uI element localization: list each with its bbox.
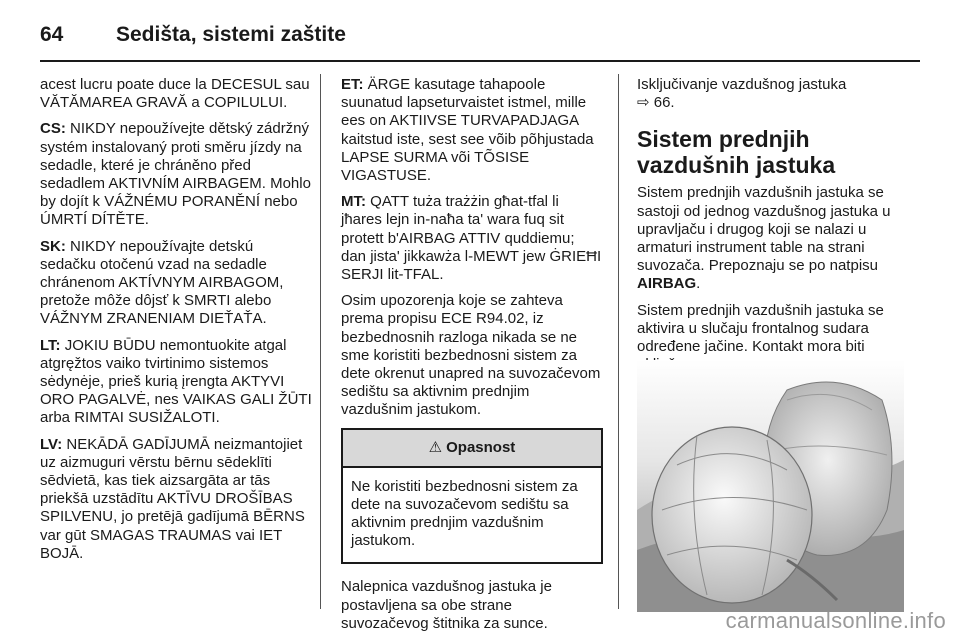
- paragraph: Osim upozorenja koje se zahteva prema propisu ECE R94.02, iz bezbednosnih razloga nikada se ne sme koristiti bezbednosni sistem za dete okrenut unapred na suvozačevom sedištu sa aktivnim prednjim vazdušnim jastukom.: [341, 292, 601, 419]
- lang-code: MT:: [341, 193, 366, 211]
- paragraph-lv: LV: NEKĀDĀ GADĪJUMĀ neizmantojiet uz aizmuguri vērstu bērnu sēdeklīti sēdvietā, kas tiek aizsargāta ar tās priekšā uzstādītu AKTĪVU DROŠĪBAS SPILVENU, jo pretējā gadījumā BĒRNS var gūt SMAGAS TRAUMAS vai IET BOJĀ.: [40, 435, 305, 562]
- column-right: [637, 76, 921, 382]
- column-divider: [320, 74, 321, 609]
- page-number: 64: [40, 23, 64, 46]
- paragraph: Sistem prednjih vazdušnih jastuka se sastoji od jednog vazdušnog jastuka u upravljaču i drugog koji se nalazi u armaturi instrument table na strani suvozača. Prepoznaju se po natpisu AIRBAG.: [637, 184, 891, 293]
- paragraph-et: ET: ÄRGE kasutage tahapoole suunatud lapseturvaistet istmel, mille ees on AKTIIVSE TURVAPADJAGA kaitstud iste, sest see võib põhjustada LAPSE SURMA või TÕSISE VIGASTUSE.: [341, 76, 594, 185]
- lang-code: LV:: [40, 435, 63, 453]
- paragraph: Nalepnica vazdušnog jastuka je postavljena sa obe strane suvozačevog štitnika za sunce.: [341, 578, 552, 632]
- airbag-label: AIRBAG: [637, 275, 697, 293]
- page-reference: ⇨ 66.: [637, 94, 675, 112]
- warning-text: Ne koristiti bezbednosni sistem za dete na suvozačevom sedištu sa aktivnim prednjim vazdušnim jastukom.: [351, 477, 578, 550]
- paragraph: acest lucru poate duce la DECESUL sau VĂTĂMAREA GRAVĂ a COPILULUI.: [40, 76, 310, 112]
- danger-warning-box: [341, 428, 603, 565]
- lang-code: ET:: [341, 76, 364, 93]
- front-airbag-illustration: [637, 360, 904, 612]
- warning-header: [343, 430, 601, 468]
- lang-code: SK:: [40, 237, 66, 255]
- paragraph: Sistem prednjih vazdušnih jastuka se aktivira u slučaju frontalnog sudara određene jačine. Kontakt mora biti: [637, 301, 884, 356]
- column-divider: [618, 74, 619, 609]
- section-title: Sedišta, sistemi zaštite: [116, 23, 346, 46]
- paragraph-lt: LT: JOKIU BŪDU nemontuokite atgal atgręžtos vaiko tvirtinimo sistemos sėdynėje, prieš kurią įrengta AKTYVI ORO PAGALVĖ, nes VAIKAS GALI ŽŪTI arba RIMTAI SUSIŽALOTI.: [40, 336, 312, 427]
- header-rule: [40, 60, 920, 62]
- paragraph-sk: SK: NIKDY nepoužívajte detskú sedačku otočenú vzad na sedadle chránenom AKTÍVNYM AIRBAGOM, pretože môže dôjsť k SMRTI alebo VÁŽNYM ZRANENIAM DIEŤAŤA.: [40, 237, 284, 328]
- paragraph-cs: CS: NIKDY nepoužívejte dětský zádržný systém instalovaný proti směru jízdy na sedadle, které je chráněno před sedadlem AKTIVNÍM AIRBAGEM. Mohlo by dojít k VÁŽNÉMU PORANĚNÍ nebo ÚMRTÍ DÍTĚTE.: [40, 120, 311, 229]
- column-left: [40, 76, 312, 571]
- subsection-heading: Sistem prednjih vazdušnih jastuka: [637, 126, 836, 179]
- lang-code: LT:: [40, 336, 61, 354]
- column-middle: [341, 76, 603, 641]
- paragraph-mt: MT: QATT tuża trażżin għat-tfal li jħares lejn in-naħa ta' wara fuq sit protett b'AIRBAG ATTIV quddiemu; dan jista' jikkawża l-MEWT jew ĠRIEĦI SERJI lit-TFAL.: [341, 193, 602, 284]
- warning-triangle-icon: ⚠: [428, 438, 443, 456]
- lang-code: CS:: [40, 120, 66, 138]
- page-header: [40, 18, 346, 52]
- driver-airbag: [652, 427, 812, 603]
- cross-reference: Isključivanje vazdušnog jastuka ⇨ 66.: [637, 76, 847, 112]
- watermark: carmanualsonline.info: [725, 608, 946, 633]
- warning-title: Opasnost: [446, 438, 516, 456]
